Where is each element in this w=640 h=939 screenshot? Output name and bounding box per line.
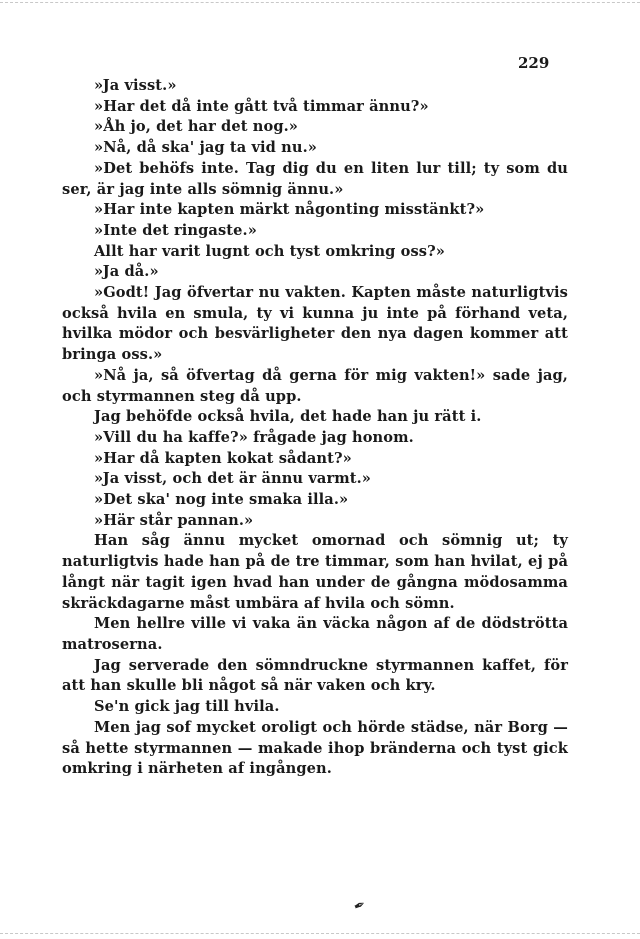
top-scan-edge <box>0 2 640 3</box>
paragraph: Men jag sof mycket oroligt och hörde städse, när Borg — så hette styrmannen — makade ihop bränderna och tyst gick omkring i närheten af ingången. <box>62 718 568 778</box>
page-body-text <box>62 76 568 780</box>
paragraph: »Godt! Jag öfvertar nu vakten. Kapten måste naturligtvis också hvila en smula, ty vi kunna ju inte på förhand veta, hvilka mödor och besvärligheter den nya dagen kommer att bringa oss.» <box>62 284 568 364</box>
paragraph: »Här står pannan.» <box>94 511 254 529</box>
paragraph: »Åh jo, det har det nog.» <box>94 118 299 136</box>
page-number: 229 <box>518 54 550 72</box>
ink-mark-icon: ✒ <box>351 896 369 916</box>
bottom-scan-edge <box>0 933 640 934</box>
paragraph: »Det ska' nog inte smaka illa.» <box>94 491 349 509</box>
paragraph: »Ja visst.» <box>94 77 177 94</box>
paragraph: »Det behöfs inte. Tag dig du en liten lur till; ty som du ser, är jag inte alls sömnig ännu.» <box>62 159 568 198</box>
paragraph: Se'n gick jag till hvila. <box>94 698 280 716</box>
paragraph: Han såg ännu mycket omornad och sömnig ut; ty naturligtvis hade han på de tre timmar, som han hvilat, ej på långt när tagit igen hvad han under de gångna mödosamma skräckdagarne måst umbära af hvila och sömn. <box>62 532 568 612</box>
paragraph: »Nå ja, så öfvertag då gerna för mig vakten!» sade jag, och styrmannen steg då upp. <box>62 366 568 405</box>
paragraph: »Ja visst, och det är ännu varmt.» <box>94 470 372 488</box>
paragraph: »Nå, då ska' jag ta vid nu.» <box>94 139 317 157</box>
paragraph: Allt har varit lugnt och tyst omkring oss?» <box>94 242 445 260</box>
paragraph: Jag behöfde också hvila, det hade han ju rätt i. <box>94 408 482 426</box>
paragraph: Men hellre ville vi vaka än väcka någon af de dödströtta matroserna. <box>62 615 568 653</box>
paragraph: Jag serverade den sömndruckne styrmannen kaffet, för att han skulle bli något så när vaken och kry. <box>62 656 568 695</box>
paragraph: »Har då kapten kokat sådant?» <box>94 449 352 467</box>
paragraph: »Inte det ringaste.» <box>94 221 257 239</box>
paragraph: »Ja då.» <box>94 263 159 281</box>
paragraph: »Vill du ha kaffe?» frågade jag honom. <box>94 428 414 446</box>
paragraph: »Har inte kapten märkt någonting misstänkt?» <box>94 201 485 219</box>
paragraph: »Har det då inte gått två timmar ännu?» <box>94 97 429 115</box>
